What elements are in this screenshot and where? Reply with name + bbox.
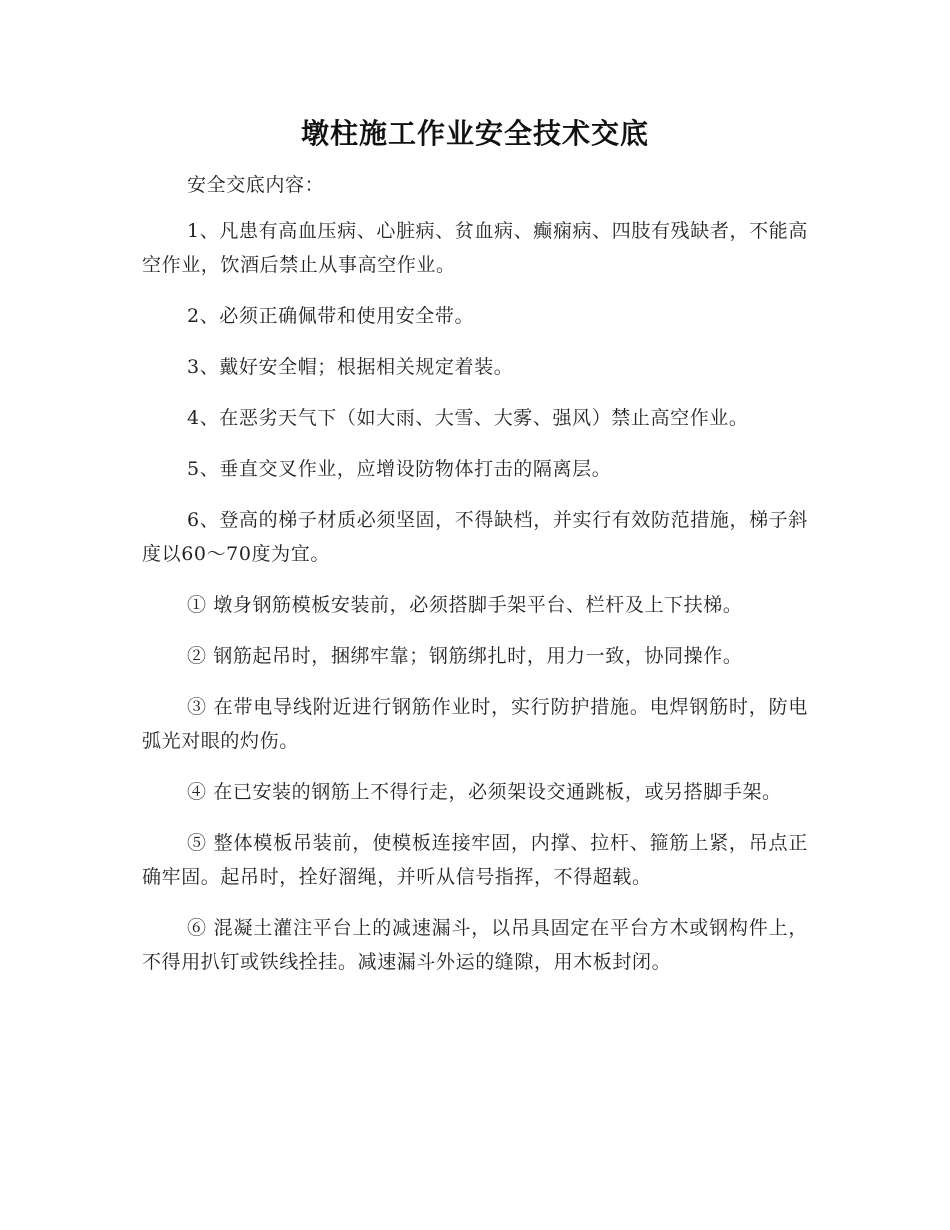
item-paragraph-5: 5、垂直交叉作业，应增设防物体打击的隔离层。 [187, 458, 612, 480]
item-paragraph-2: 2、必须正确佩带和使用安全带。 [187, 305, 475, 327]
item-paragraph-3: 3、戴好安全帽；根据相关规定着装。 [187, 356, 514, 378]
item-paragraph-1: 1、凡患有高血压病、心脏病、贫血病、癫痫病、四肢有残缺者，不能高空作业，饮酒后禁止从事高空作业。 [142, 220, 808, 276]
sub-item-paragraph-5: ⑤ 整体模板吊装前，使模板连接牢固，内撑、拉杆、箍筋上紧，吊点正确牢固。起吊时，拴好溜绳，并听从信号指挥，不得超载。 [142, 832, 808, 888]
sub-item-paragraph-3: ③ 在带电导线附近进行钢筋作业时，实行防护措施。电焊钢筋时，防电弧光对眼的灼伤。 [142, 696, 808, 752]
sub-item-paragraph-2: ② 钢筋起吊时，捆绑牢靠；钢筋绑扎时，用力一致，协同操作。 [187, 645, 743, 667]
sub-item-paragraph-1: ① 墩身钢筋模板安装前，必须搭脚手架平台、栏杆及上下扶梯。 [187, 594, 743, 616]
document-title: 墩柱施工作业安全技术交底 [300, 117, 649, 150]
sub-item-paragraph-4: ④ 在已安装的钢筋上不得行走，必须架设交通跳板，或另搭脚手架。 [187, 781, 782, 803]
sub-item-paragraph-6: ⑥ 混凝土灌注平台上的减速漏斗，以吊具固定在平台方木或钢构件上，不得用扒钉或铁线拴挂。减速漏斗外运的缝隙，用木板封闭。 [142, 917, 808, 973]
item-paragraph-4: 4、在恶劣天气下（如大雨、大雪、大雾、强风）禁止高空作业。 [187, 407, 749, 429]
item-paragraph-6: 6、登高的梯子材质必须坚固，不得缺档，并实行有效防范措施，梯子斜度以60～70度为宜。 [142, 509, 808, 565]
document-body [142, 168, 808, 996]
intro-paragraph: 安全交底内容： [187, 174, 325, 196]
